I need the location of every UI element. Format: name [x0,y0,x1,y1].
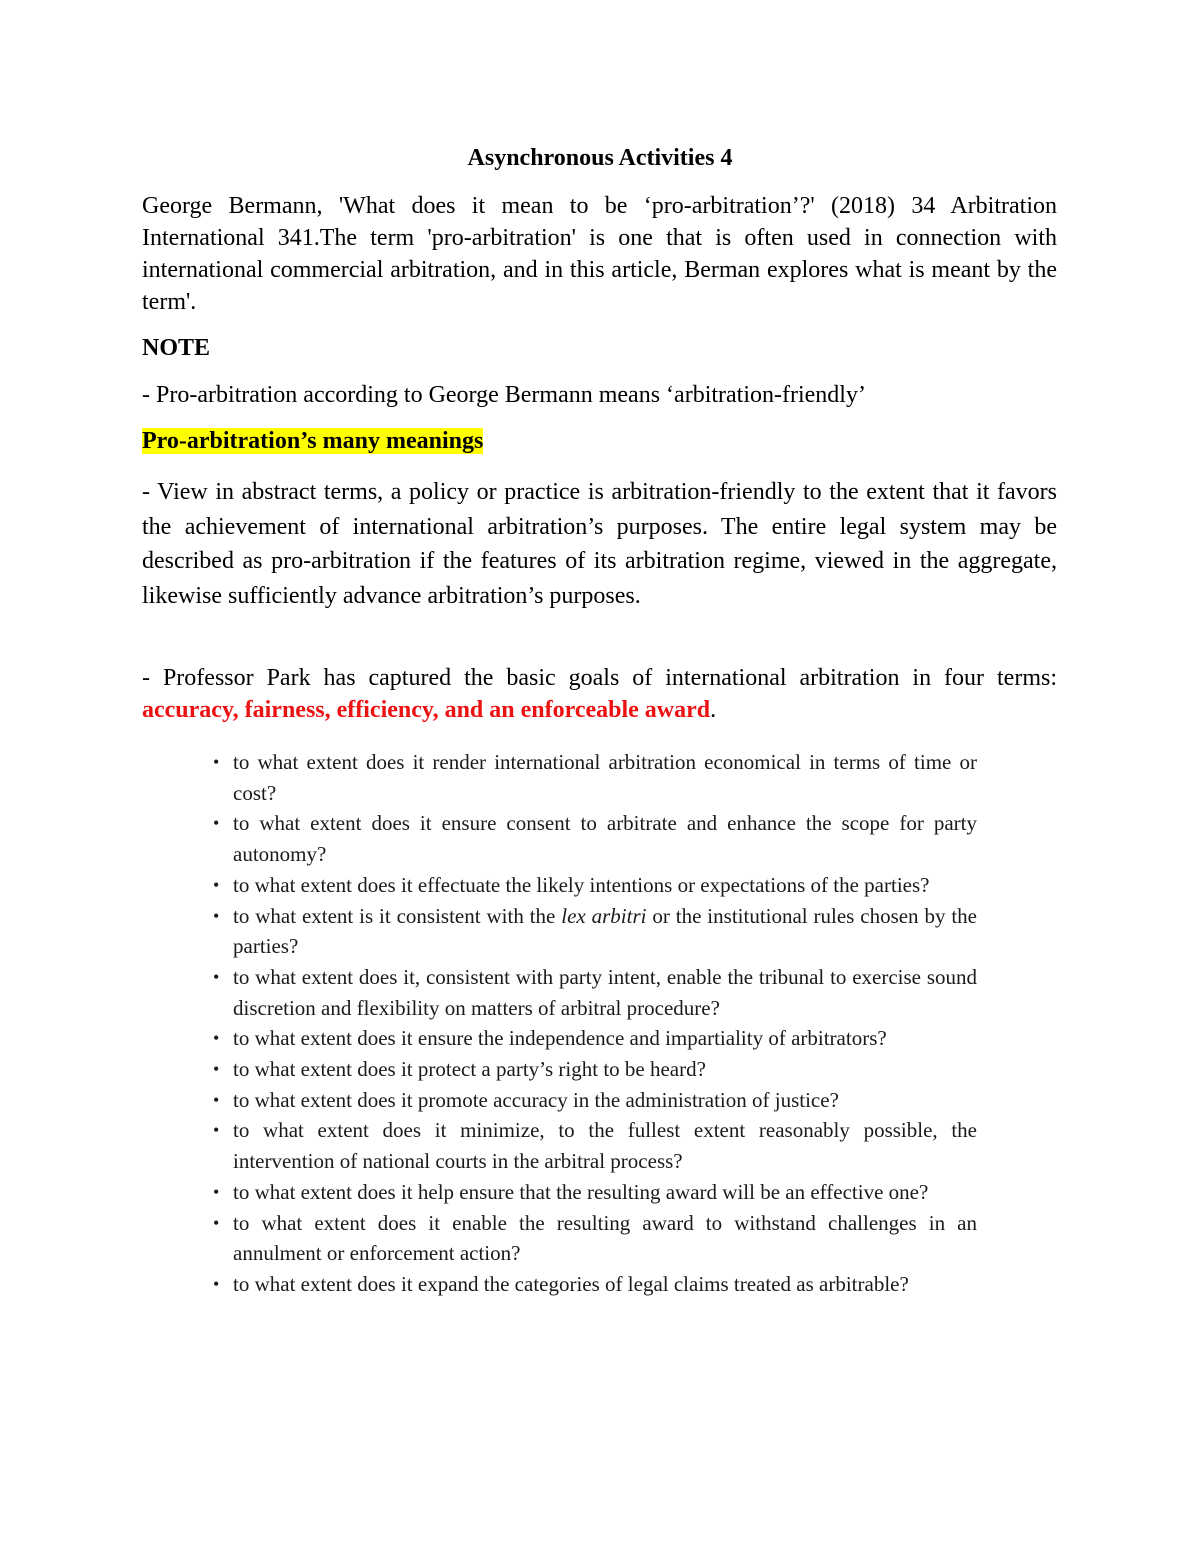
paragraph-park-prefix: - Professor Park has captured the basic goals of international arbitration in four terms: [142,665,1057,691]
bullet-icon: • [213,905,220,926]
list-item [213,870,977,901]
bullet-icon: • [213,1059,220,1080]
paragraph-park-suffix: . [710,697,717,723]
list-item-text: to what extent does it minimize, to the fullest extent reasonably possible, the intervention of national courts in the arbitral process? [233,1118,977,1174]
list-item-text: to what extent does it help ensure that the resulting award will be an effective one? [233,1179,929,1204]
list-item-text: to what extent does it expand the categories of legal claims treated as arbitrable? [233,1271,909,1296]
list-item-text-suffix: or the institutional rules chosen by the parties? [233,903,977,959]
bullet-icon: • [213,752,220,772]
list-item [213,1269,977,1300]
list-item [213,808,977,869]
bullet-icon: • [213,874,220,895]
bullet-icon: • [213,1273,220,1294]
bullet-icon: • [213,1089,220,1110]
bullet-icon: • [213,1120,220,1141]
list-item [213,962,977,1023]
list-item [213,1054,977,1085]
bullet-icon: • [213,1181,220,1202]
bullet-icon: • [213,813,220,834]
bullet-icon: • [213,1028,220,1049]
list-item-text: to what extent does it enable the resulting award to withstand challenges in an annulment or enforcement action? [233,1210,977,1266]
list-item-text: to what extent does it protect a party’s right to be heard? [233,1057,706,1082]
paragraph-abstract-terms: - View in abstract terms, a policy or practice is arbitration-friendly to the extent that it favors the achievement of international arbitration’s purposes. The entire legal system may be described as pro-arbitration if the features of its arbitration regime, viewed in the aggregate, likewise sufficiently advance arbitration’s purposes. [142,479,1057,609]
questions-list [213,747,977,1300]
section-heading [142,425,1057,457]
list-item [213,901,977,962]
paragraph-park-goals [142,662,1057,726]
list-item [213,1115,977,1176]
list-item-text: to what extent does it render international arbitration economical in terms of time or cost? [233,750,977,805]
list-item-text: to what extent is it consistent with the [233,903,562,928]
list-item [213,1208,977,1269]
list-item-text: to what extent does it ensure the independence and impartiality of arbitrators? [233,1026,887,1051]
highlighted-heading-text: Pro-arbitration’s many meanings [142,428,484,454]
lex-arbitri-italic: lex arbitri [561,903,647,928]
list-item [213,747,977,808]
document-title: Asynchronous Activities 4 [467,145,733,171]
four-goals-highlight: accuracy, fairness, efficiency, and an enforceable award [142,697,711,723]
list-item-text: to what extent does it promote accuracy in the administration of justice? [233,1087,839,1112]
list-item-text: to what extent does it effectuate the likely intentions or expectations of the parties? [233,872,930,897]
intro-paragraph: George Bermann, 'What does it mean to be ‘pro-arbitration’?' (2018) 34 Arbitration International 341.The term 'pro-arbitration' is one that is often used in connection with international commercial arbitration, and in this article, Berman explores what is meant by the term'. [142,193,1057,315]
bullet-icon: • [213,1212,220,1233]
list-item-text: to what extent does it ensure consent to arbitrate and enhance the scope for party autonomy? [233,811,977,867]
list-item [213,1023,977,1054]
note-label: NOTE [142,335,211,361]
note-line: - Pro-arbitration according to George Bermann means ‘arbitration-friendly’ [142,382,866,408]
bullet-icon: • [213,966,220,987]
list-item [213,1177,977,1208]
list-item-text: to what extent does it, consistent with party intent, enable the tribunal to exercise sound discretion and flexibility on matters of arbitral procedure? [233,964,977,1020]
list-item [213,1085,977,1116]
